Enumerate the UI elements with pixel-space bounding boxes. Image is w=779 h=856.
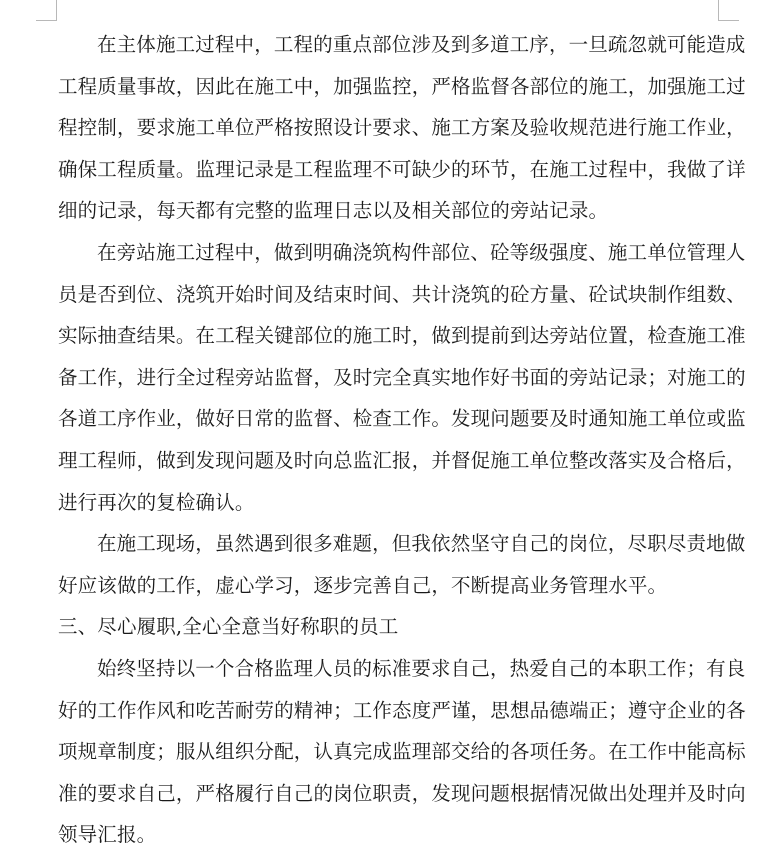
text-line: 在旁站施工过程中，做到明确浇筑构件部位、砼等级强度、施工单位管理人 xyxy=(97,240,746,264)
text-line: 理工程师，做到发现问题及时向总监汇报，并督促施工单位整改落实及合格后， xyxy=(58,448,746,472)
text-line: 确保工程质量。监理记录是工程监理不可缺少的环节，在施工过程中，我做了详 xyxy=(58,157,746,181)
text-line: 好的工作作风和吃苦耐劳的精神；工作态度严谨，思想品德端正；遵守企业的各 xyxy=(58,698,746,722)
text-line: 备工作，进行全过程旁站监督，及时完全真实地作好书面的旁站记录；对施工的 xyxy=(58,365,746,389)
page-corner-mark-top-right xyxy=(718,0,739,21)
heading-line: 三、尽心履职,全心全意当好称职的员工 xyxy=(58,615,399,639)
section-heading xyxy=(58,606,722,648)
text-line: 项规章制度；服从组织分配，认真完成监理部交给的各项任务。在工作中能高标 xyxy=(58,740,746,764)
document-body[interactable] xyxy=(58,24,746,856)
text-line: 在施工现场，虽然遇到很多难题，但我依然坚守自己的岗位，尽职尽责地做 xyxy=(97,532,746,556)
page-corner-mark-top-left xyxy=(36,0,57,21)
text-line: 实际抽查结果。在工程关键部位的施工时，做到提前到达旁站位置，检查施工准 xyxy=(58,324,746,348)
text-line: 领导汇报。 xyxy=(58,823,157,847)
text-line: 程控制，要求施工单位严格按照设计要求、施工方案及验收规范进行施工作业， xyxy=(58,116,746,140)
text-line: 在主体施工过程中，工程的重点部位涉及到多道工序，一旦疏忽就可能造成 xyxy=(97,33,746,56)
paragraph xyxy=(58,648,746,856)
paragraph xyxy=(58,523,746,606)
paragraph xyxy=(58,232,746,523)
text-line: 员是否到位、浇筑开始时间及结束时间、共计浇筑的砼方量、砼试块制作组数、 xyxy=(58,282,746,306)
text-line: 工程质量事故，因此在施工中，加强监控，严格监督各部位的施工，加强施工过 xyxy=(58,74,746,98)
text-line: 始终坚持以一个合格监理人员的标准要求自己，热爱自己的本职工作；有良 xyxy=(97,656,746,680)
text-line: 准的要求自己，严格履行自己的岗位职责，发现问题根据情况做出处理并及时向 xyxy=(58,781,746,805)
text-line: 好应该做的工作，虚心学习，逐步完善自己，不断提高业务管理水平。 xyxy=(58,573,668,597)
text-line: 各道工序作业，做好日常的监督、检查工作。发现问题要及时通知施工单位或监 xyxy=(58,407,746,431)
paragraph xyxy=(58,24,746,232)
text-line: 细的记录，每天都有完整的监理日志以及相关部位的旁站记录。 xyxy=(58,199,609,223)
text-line: 进行再次的复检确认。 xyxy=(58,490,255,514)
